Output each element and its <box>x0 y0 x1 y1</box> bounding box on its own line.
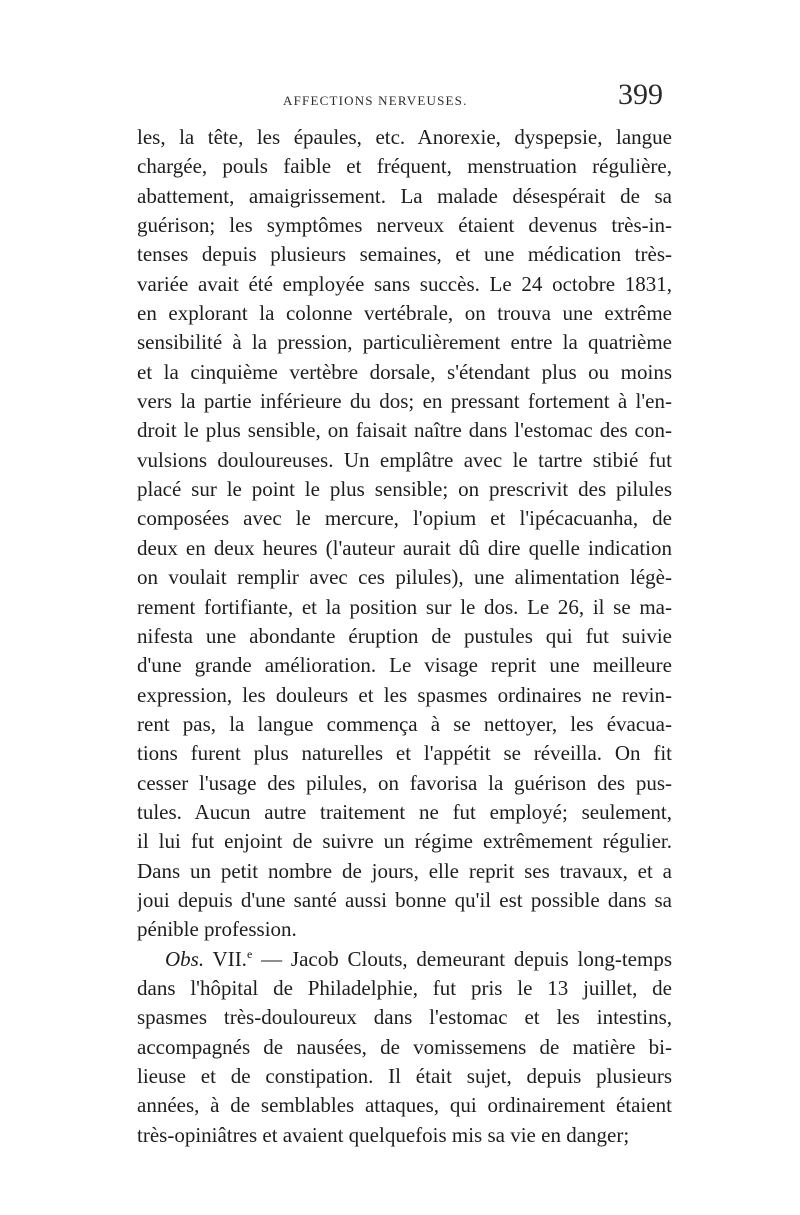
text-line: chargée, pouls faible et fréquent, menstruation régulière, <box>137 154 672 179</box>
text-line: Dans un petit nombre de jours, elle reprit ses travaux, et a <box>137 858 672 883</box>
text-line: deux en deux heures (l'auteur aurait dû dire quelle indication <box>137 535 672 560</box>
text-line: expression, les douleurs et les spasmes ordinaires ne revin- <box>137 682 672 707</box>
observation-label: Obs. <box>165 946 205 971</box>
text-line: et la cinquième vertèbre dorsale, s'étendant plus ou moins <box>137 359 672 384</box>
text-line: tenses depuis plusieurs semaines, et une médication très- <box>137 242 672 267</box>
text-line: spasmes très-douloureux dans l'estomac et les intestins, <box>137 1005 672 1030</box>
text-line: tions furent plus naturelles et l'appétit se réveilla. On fit <box>137 741 672 766</box>
text-line: années, à de semblables attaques, qui ordinairement étaient <box>137 1093 672 1118</box>
text-line: composées avec le mercure, l'opium et l'ipécacuanha, de <box>137 506 672 531</box>
body-text <box>137 123 672 1150</box>
text-line: placé sur le point le plus sensible; on prescrivit des pilules <box>137 477 672 502</box>
text-line: rent pas, la langue commença à se nettoyer, les évacua- <box>137 711 672 736</box>
text-line: on voulait remplir avec ces pilules), une alimentation légè- <box>137 565 672 590</box>
text-line: pénible profession. <box>137 917 297 942</box>
observation-first-line: — Jacob Clouts, demeurant depuis long-temps <box>252 946 672 971</box>
text-line: dans l'hôpital de Philadelphie, fut pris le 13 juillet, de <box>137 975 672 1000</box>
running-head: AFFECTIONS NERVEUSES. <box>283 93 468 108</box>
text-line: rement fortifiante, et la position sur le dos. Le 26, il se ma- <box>137 594 672 619</box>
text-line: d'une grande amélioration. Le visage reprit une meilleure <box>137 653 672 678</box>
text-line: nifesta une abondante éruption de pustules qui fut suivie <box>137 623 672 648</box>
observation-superscript: e <box>246 946 253 961</box>
text-line: sensibilité à la pression, particulièrement entre la quatrième <box>137 330 672 355</box>
text-line: les, la tête, les épaules, etc. Anorexie, dyspepsie, langue <box>137 125 672 149</box>
text-line: droit le plus sensible, on faisait naître dans l'estomac des con- <box>137 418 672 443</box>
text-line: en explorant la colonne vertébrale, on trouva une extrême <box>137 301 672 326</box>
text-line: vers la partie inférieure du dos; en pressant fortement à l'en- <box>137 389 672 414</box>
text-line: joui depuis d'une santé aussi bonne qu'il est possible dans sa <box>137 887 672 912</box>
text-line: lieuse et de constipation. Il était sujet, depuis plusieurs <box>137 1064 672 1088</box>
text-line: très-opiniâtres et avaient quelquefois mis sa vie en danger; <box>137 1122 630 1147</box>
observation-number: VII. <box>212 946 247 971</box>
observation-heading-line <box>137 945 672 974</box>
page-number: 399 <box>618 78 663 111</box>
text-line: variée avait été employée sans succès. Le 24 octobre 1831, <box>137 271 672 296</box>
text-line: cesser l'usage des pilules, on favorisa la guérison des pus- <box>137 770 672 795</box>
text-line: tules. Aucun autre traitement ne fut employé; seulement, <box>137 799 672 824</box>
text-line: il lui fut enjoint de suivre un régime extrêmement régulier. <box>137 829 672 854</box>
text-line: vulsions douloureuses. Un emplâtre avec le tartre stibié fut <box>137 447 672 472</box>
text-line: abattement, amaigrissement. La malade désespérait de sa <box>137 183 672 208</box>
text-line: guérison; les symptômes nerveux étaient devenus très-in- <box>137 213 672 238</box>
text-line: accompagnés de nausées, de vomissemens de matière bi- <box>137 1034 672 1059</box>
